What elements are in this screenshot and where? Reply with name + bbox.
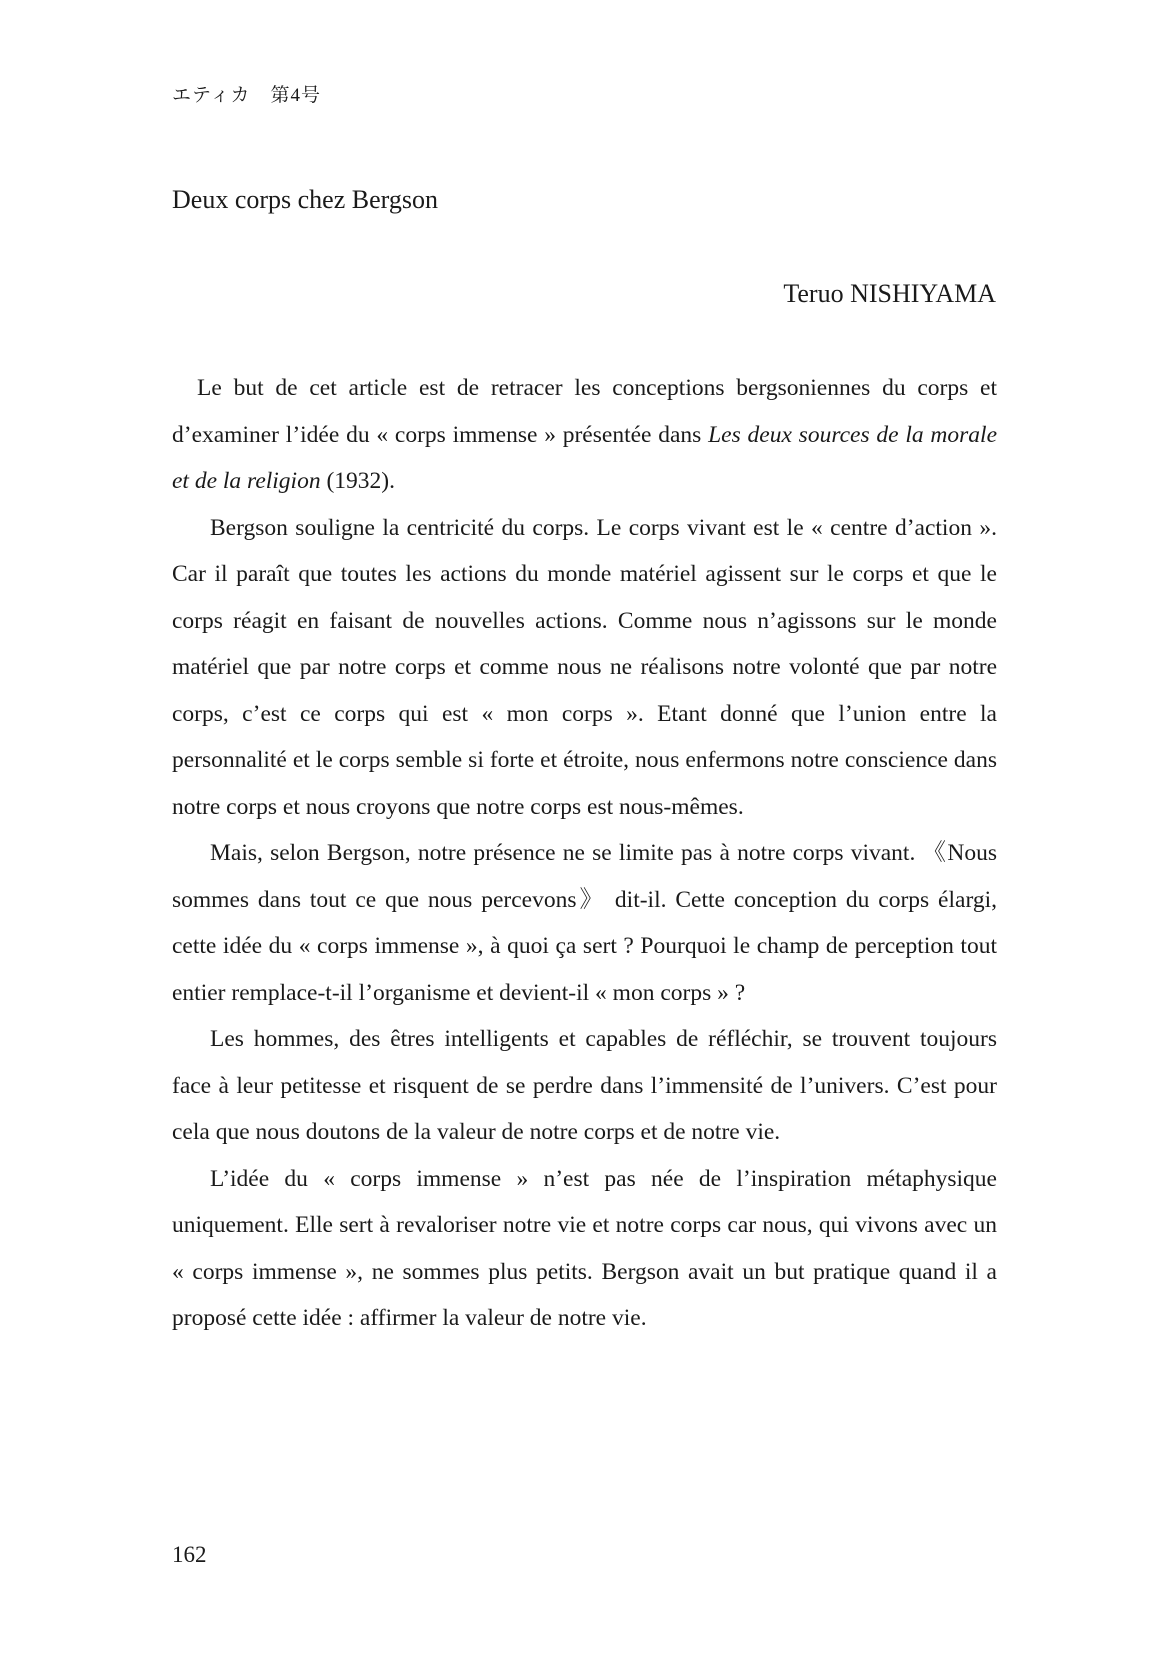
abstract-body — [172, 365, 997, 1342]
article-author: Teruo NISHIYAMA — [783, 279, 996, 308]
book-title-italic: Les deux sources de la morale et de la religion — [172, 421, 997, 494]
paragraph-2: Bergson souligne la centricité du corps. Le corps vivant est le « centre d’action ». Car il paraît que toutes les actions du monde matériel agissent sur le corps et que le corps réagit en faisant de nouvelles actions. Comme nous n’agissons sur le monde matériel que par notre corps et comme nous ne réalisons notre volonté que par notre corps, c’est ce corps qui est « mon corps ». Etant donné que l’union entre la personnalité et le corps semble si forte et étroite, nous enfermons notre conscience dans notre corps et nous croyons que notre corps est nous-mêmes. — [172, 514, 997, 820]
article-title: Deux corps chez Bergson — [172, 185, 438, 214]
paragraph-1-text-before: Le but de cet article est de retracer les conceptions bergsoniennes du corps et d’examiner l’idée du « corps immense » présentée dans — [172, 375, 997, 448]
paragraph-1 — [172, 365, 997, 505]
paragraph-4: Les hommes, des êtres intelligents et capables de réfléchir, se trouvent toujours face à leur petitesse et risquent de se perdre dans l’immensité de l’univers. C’est pour cela que nous doutons de la valeur de notre corps et de notre vie. — [172, 1026, 997, 1145]
page-number: 162 — [172, 1542, 207, 1567]
paragraph-1-text-after: (1932). — [320, 468, 395, 494]
running-header: エティカ 第4号 — [172, 85, 321, 106]
paragraph-5: L’idée du « corps immense » n’est pas née de l’inspiration métaphysique uniquement. Elle sert à revaloriser notre vie et notre corps car nous, qui vivons avec un « corps immense », ne sommes plus petits. Bergson avait un but pratique quand il a proposé cette idée : affirmer la valeur de notre vie. — [172, 1165, 997, 1331]
paragraph-3: Mais, selon Bergson, notre présence ne se limite pas à notre corps vivant. 《Nous sommes dans tout ce que nous percevons》 dit-il. Cette conception du corps élargi, cette idée du « corps immense », à quoi ça sert ? Pourquoi le champ de perception tout entier remplace-t-il l’organisme et devient-il « mon corps » ? — [172, 840, 997, 1006]
